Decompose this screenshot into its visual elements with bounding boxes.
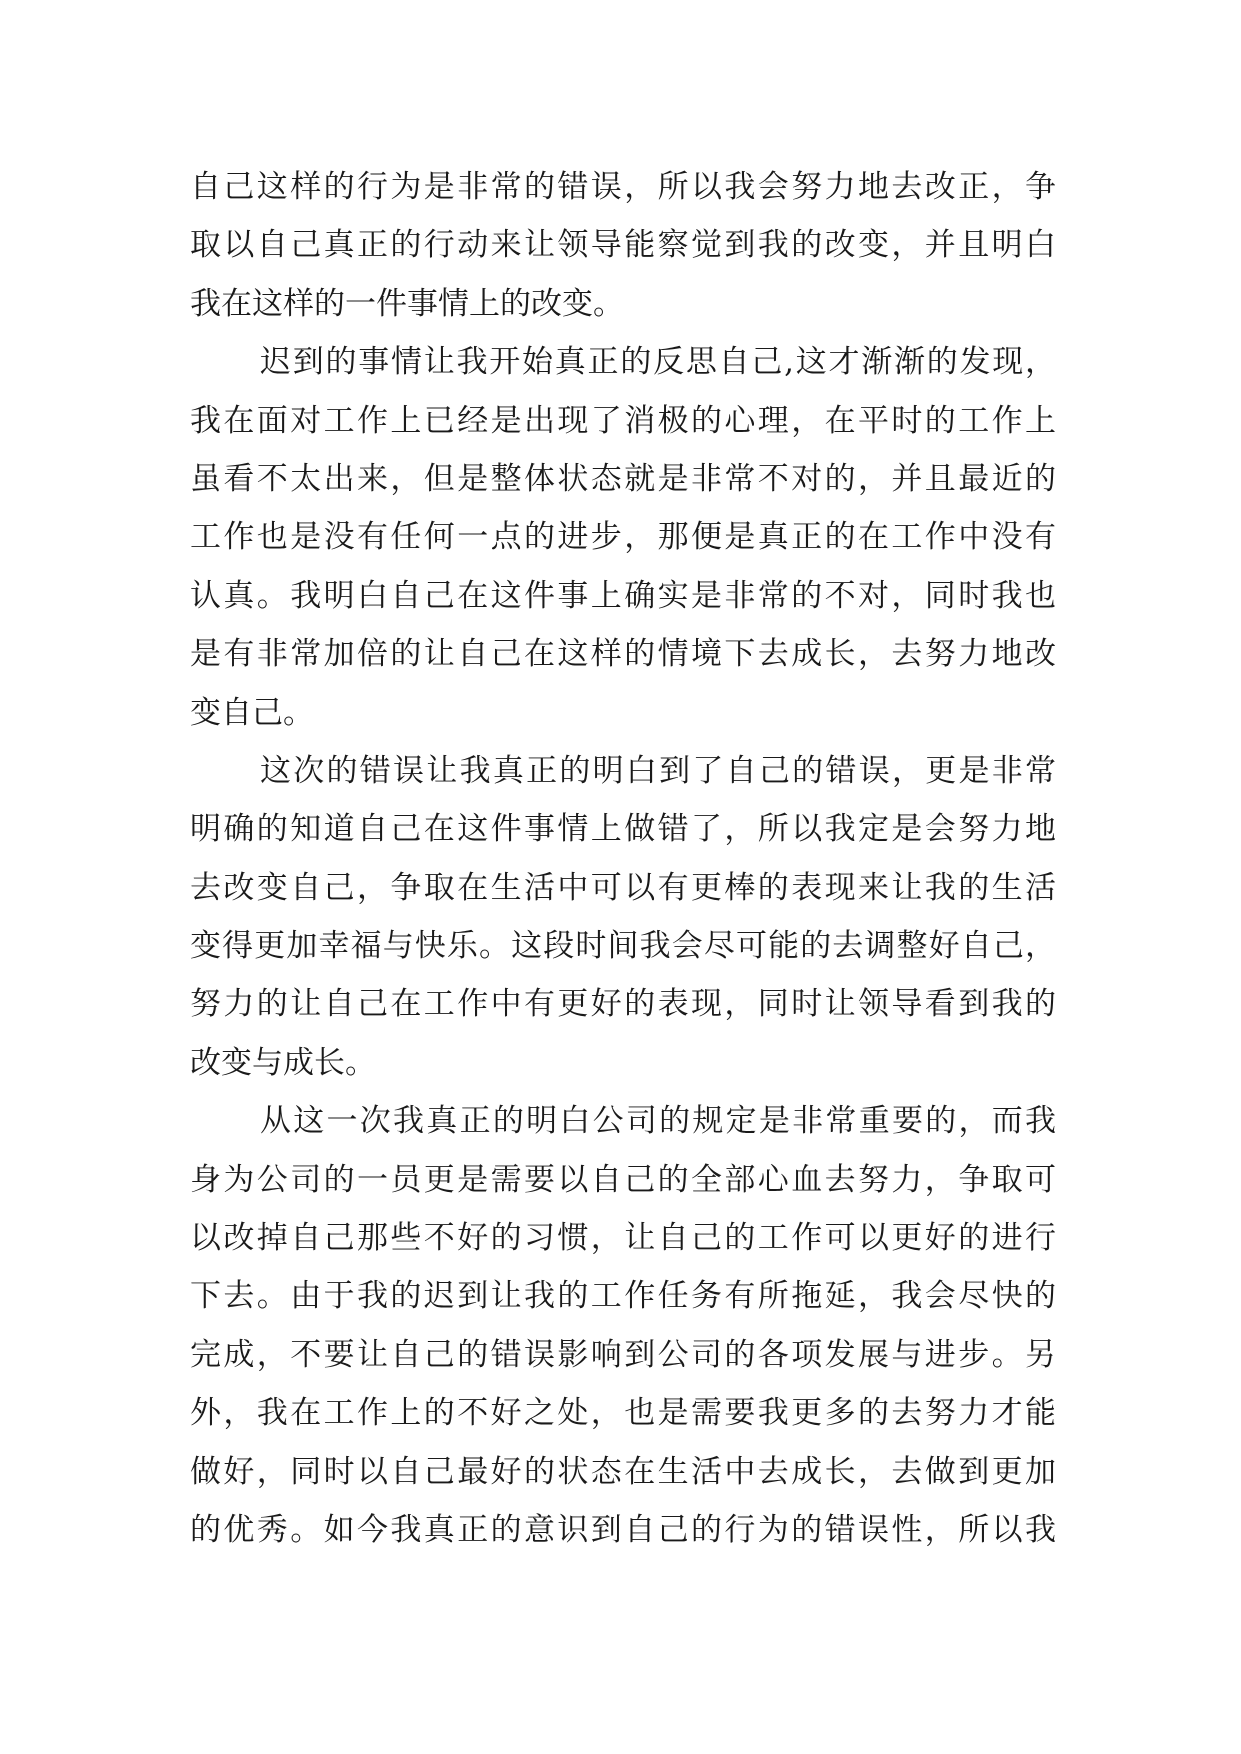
paragraph-2-line-3: 虽看不太出来，但是整体状态就是非常不对的，并且最近的	[190, 460, 1056, 497]
paragraph-4-line-7: 做好，同时以自己最好的状态在生活中去成长，去做到更加	[190, 1453, 1056, 1490]
paragraph-4-line-3: 以改掉自己那些不好的习惯，让自己的工作可以更好的进行	[190, 1220, 1056, 1257]
paragraph-3-line-3: 去改变自己，争取在生活中可以有更棒的表现来让我的生活	[190, 869, 1056, 906]
paragraph-2-line-4: 工作也是没有任何一点的进步，那便是真正的在工作中没有	[190, 519, 1056, 556]
paragraph-3-line-1: 这次的错误让我真正的明白到了自己的错误，更是非常	[260, 752, 1056, 789]
paragraph-1-line-2: 取以自己真正的行动来让领导能察觉到我的改变，并且明白	[190, 227, 1056, 264]
paragraph-3-line-2: 明确的知道自己在这件事情上做错了，所以我定是会努力地	[190, 811, 1056, 848]
paragraph-1-line-1: 自己这样的行为是非常的错误，所以我会努力地去改正，争	[190, 169, 1056, 205]
paragraph-4-line-4: 下去。由于我的迟到让我的工作任务有所拖延，我会尽快的	[190, 1278, 1056, 1315]
paragraph-4-line-2: 身为公司的一员更是需要以自己的全部心血去努力，争取可	[190, 1161, 1056, 1198]
paragraph-2-line-5: 认真。我明白自己在这件事上确实是非常的不对，同时我也	[190, 577, 1056, 614]
document-body	[190, 158, 1056, 1559]
paragraph-4-line-8: 的优秀。如今我真正的意识到自己的行为的错误性，所以我	[190, 1511, 1056, 1548]
paragraph-2-line-1: 迟到的事情让我开始真正的反思自己,这才渐渐的发现，	[260, 344, 1056, 381]
paragraph-2-line-2: 我在面对工作上已经是出现了消极的心理，在平时的工作上	[190, 402, 1056, 439]
paragraph-4-line-1: 从这一次我真正的明白公司的规定是非常重要的，而我	[260, 1103, 1056, 1140]
paragraph-3-line-5: 努力的让自己在工作中有更好的表现，同时让领导看到我的	[190, 986, 1056, 1023]
paragraph-2-line-6: 是有非常加倍的让自己在这样的情境下去成长，去努力地改	[190, 636, 1056, 673]
paragraph-3-line-6: 改变与成长。	[190, 1044, 376, 1081]
paragraph-1-line-3: 我在这样的一件事情上的改变。	[190, 285, 624, 322]
paragraph-2-line-7: 变自己。	[190, 694, 314, 731]
paragraph-4-line-5: 完成，不要让自己的错误影响到公司的各项发展与进步。另	[190, 1336, 1056, 1373]
paragraph-3-line-4: 变得更加幸福与快乐。这段时间我会尽可能的去调整好自己，	[190, 928, 1056, 965]
paragraph-4-line-6: 外，我在工作上的不好之处，也是需要我更多的去努力才能	[190, 1395, 1056, 1432]
